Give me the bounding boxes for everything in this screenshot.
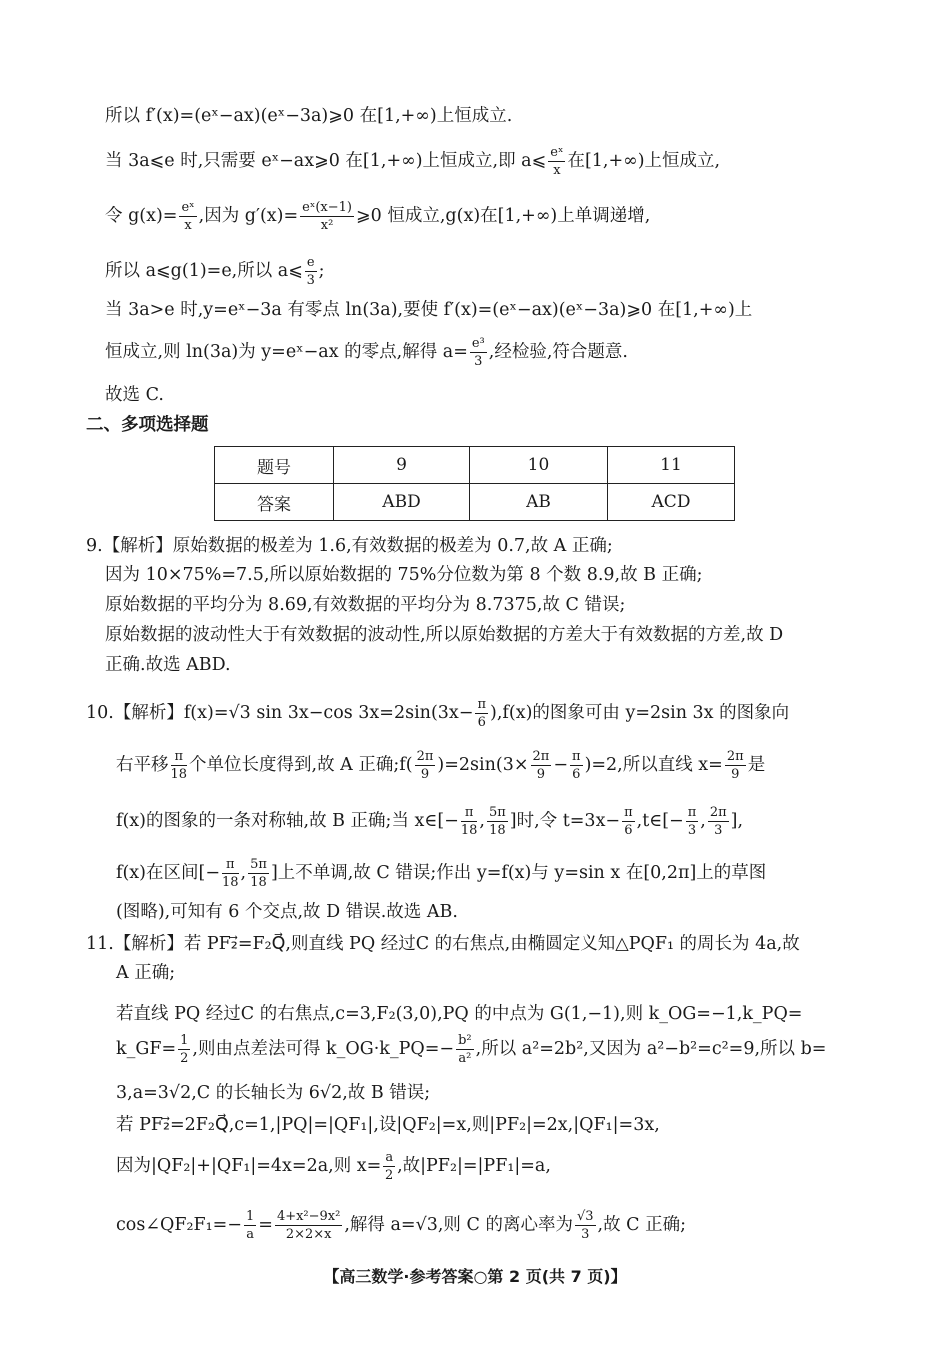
denominator: 6 bbox=[477, 715, 486, 730]
fraction bbox=[470, 337, 487, 368]
text-run: 右平移 bbox=[116, 755, 169, 775]
text-run: 恒成立,则 ln(3a)为 y=eˣ−ax 的零点,解得 a= bbox=[105, 342, 468, 362]
text-run: cos∠QF₂F₁=− bbox=[116, 1215, 242, 1235]
text-run: 10.【解析】f(x)=√3 sin 3x−cos 3x=2sin(3x− bbox=[86, 703, 474, 723]
denominator: 18 bbox=[250, 875, 267, 890]
text-line bbox=[116, 858, 766, 889]
denominator: 18 bbox=[489, 823, 506, 838]
numerator: π bbox=[687, 805, 697, 820]
numerator: √3 bbox=[576, 1209, 594, 1224]
denominator: 18 bbox=[170, 767, 188, 782]
numerator: e³ bbox=[471, 336, 485, 351]
fraction bbox=[415, 750, 436, 781]
denominator: 9 bbox=[731, 767, 740, 782]
denominator: 3 bbox=[687, 823, 697, 838]
text-line bbox=[105, 337, 628, 368]
fraction bbox=[305, 256, 317, 287]
fraction bbox=[475, 698, 488, 729]
table-cell: 10 bbox=[470, 447, 608, 484]
table-cell: 题号 bbox=[215, 447, 334, 484]
text-line: 原始数据的波动性大于有效数据的波动性,所以原始数据的方差大于有效数据的方差,故 D bbox=[105, 625, 784, 645]
table-cell: ABD bbox=[334, 484, 470, 521]
text-run: 在[1,+∞)上恒成立, bbox=[567, 151, 721, 171]
table-cell: 答案 bbox=[215, 484, 334, 521]
denominator: a bbox=[246, 1227, 254, 1242]
numerator: 2π bbox=[532, 749, 550, 764]
denominator: 2 bbox=[385, 1168, 394, 1183]
text-run: )=2sin(3× bbox=[437, 755, 529, 775]
text-run: ,解得 a=√3,则 C 的离心率为 bbox=[344, 1215, 573, 1235]
numerator: 1 bbox=[245, 1209, 255, 1224]
denominator: 3 bbox=[474, 354, 483, 369]
text-run: ),f(x)的图象可由 y=2sin 3x 的图象向 bbox=[490, 703, 790, 723]
fraction bbox=[171, 750, 188, 781]
denominator: x bbox=[184, 218, 192, 233]
fraction bbox=[179, 201, 196, 232]
fraction bbox=[248, 858, 269, 889]
text-run: , bbox=[700, 811, 706, 831]
text-run: f(x)的图象的一条对称轴,故 B 正确;当 x∈[− bbox=[116, 811, 459, 831]
text-line: 9.【解析】原始数据的极差为 1.6,有效数据的极差为 0.7,故 A 正确; bbox=[86, 536, 613, 556]
text-run: , bbox=[479, 811, 485, 831]
numerator: eˣ bbox=[550, 145, 564, 160]
text-line bbox=[105, 146, 720, 177]
fraction bbox=[487, 806, 508, 837]
numerator: 2π bbox=[726, 749, 744, 764]
text-line bbox=[116, 750, 765, 781]
denominator: 9 bbox=[420, 767, 430, 782]
numerator: eˣ(x−1) bbox=[302, 200, 352, 215]
text-line bbox=[116, 1034, 826, 1065]
denominator: x bbox=[553, 163, 561, 178]
numerator: 4+x²−9x² bbox=[276, 1209, 341, 1224]
text-run: , bbox=[240, 863, 247, 883]
text-run: ,经检验,符合题意. bbox=[488, 342, 628, 362]
fraction bbox=[575, 1210, 596, 1241]
denominator: 3 bbox=[581, 1227, 590, 1242]
fraction bbox=[686, 806, 699, 837]
text-line: 11.【解析】若 PF₂⃗=F₂Q⃗,则直线 PQ 经过C 的右焦点,由椭圆定义知△PQF₁ 的周长为 4a,故 bbox=[86, 934, 800, 954]
text-run: ]时,令 t=3x− bbox=[509, 811, 621, 831]
text-run: ,则由点差法可得 k_OG·k_PQ=− bbox=[192, 1039, 455, 1059]
table-row bbox=[215, 447, 735, 484]
text-line bbox=[116, 806, 743, 837]
fraction bbox=[548, 146, 565, 177]
page-footer: 【高三数学·参考答案○第 2 页(共 7 页)】 bbox=[323, 1267, 627, 1286]
text-line: 所以 f′(x)=(eˣ−ax)(eˣ−3a)⩾0 在[1,+∞)上恒成立. bbox=[105, 106, 513, 126]
fraction bbox=[222, 858, 239, 889]
text-run: 因为|QF₂|+|QF₁|=4x=2a,则 x= bbox=[116, 1156, 382, 1176]
section-heading: 二、多项选择题 bbox=[86, 415, 209, 435]
fraction bbox=[622, 806, 635, 837]
text-line bbox=[86, 698, 789, 729]
denominator: 6 bbox=[624, 823, 633, 838]
text-run: 当 3a⩽e 时,只需要 eˣ−ax⩾0 在[1,+∞)上恒成立,即 a⩽ bbox=[105, 151, 547, 171]
text-line bbox=[116, 1151, 551, 1182]
fraction bbox=[725, 750, 746, 781]
text-run: ], bbox=[730, 811, 744, 831]
denominator: 6 bbox=[572, 767, 581, 782]
denominator: 9 bbox=[536, 767, 546, 782]
denominator: 18 bbox=[222, 875, 239, 890]
denominator: 3 bbox=[306, 273, 315, 288]
text-run: ,t∈[− bbox=[636, 811, 684, 831]
table-row bbox=[215, 484, 735, 521]
numerator: e bbox=[306, 255, 315, 270]
numerator: π bbox=[222, 858, 239, 874]
text-run: ,因为 g′(x)= bbox=[198, 206, 299, 226]
text-line: 正确.故选 ABD. bbox=[105, 655, 231, 675]
numerator: a bbox=[385, 1150, 394, 1165]
numerator: 1 bbox=[180, 1033, 189, 1048]
text-run: ,所以 a²=2b²,又因为 a²−b²=c²=9,所以 b= bbox=[475, 1039, 827, 1059]
fraction bbox=[531, 750, 552, 781]
denominator: 3 bbox=[714, 823, 723, 838]
denominator: x² bbox=[320, 218, 334, 233]
answer-table bbox=[214, 446, 735, 521]
text-line bbox=[105, 201, 650, 232]
text-line: (图略),可知有 6 个交点,故 D 错误.故选 AB. bbox=[116, 902, 458, 922]
text-run: ]上不单调,故 C 错误;作出 y=f(x)与 y=sin x 在[0,2π]上的草图 bbox=[270, 863, 767, 883]
text-run: 个单位长度得到,故 A 正确;f( bbox=[189, 755, 413, 775]
numerator: π bbox=[461, 806, 478, 822]
denominator: a² bbox=[458, 1051, 472, 1066]
denominator: 2×2×x bbox=[285, 1227, 332, 1242]
text-line: 故选 C. bbox=[105, 385, 164, 405]
text-line: 当 3a>e 时,y=eˣ−3a 有零点 ln(3a),要使 f′(x)=(eˣ−ax)(eˣ−3a)⩾0 在[1,+∞)上 bbox=[105, 300, 753, 320]
text-run: ; bbox=[318, 261, 325, 281]
fraction bbox=[461, 806, 478, 837]
table-cell: ACD bbox=[608, 484, 735, 521]
numerator: π bbox=[171, 750, 188, 766]
table-cell: 9 bbox=[334, 447, 470, 484]
fraction bbox=[383, 1151, 395, 1182]
fraction bbox=[300, 201, 354, 232]
numerator: 5π bbox=[250, 857, 267, 872]
fraction bbox=[275, 1210, 342, 1241]
fraction bbox=[570, 750, 583, 781]
text-run: − bbox=[553, 755, 569, 775]
text-run: 是 bbox=[747, 755, 766, 775]
text-run: f(x)在区间[− bbox=[116, 863, 220, 883]
numerator: 5π bbox=[488, 805, 506, 820]
numerator: eˣ bbox=[181, 200, 195, 215]
text-run: = bbox=[258, 1215, 273, 1235]
fraction bbox=[456, 1034, 474, 1065]
denominator: 2 bbox=[180, 1051, 189, 1066]
numerator: 2π bbox=[709, 805, 727, 820]
numerator: π bbox=[572, 749, 581, 764]
text-run: 令 g(x)= bbox=[105, 206, 178, 226]
text-line bbox=[105, 256, 325, 287]
fraction bbox=[244, 1210, 256, 1241]
fraction bbox=[708, 806, 729, 837]
text-run: ,故 C 正确; bbox=[597, 1215, 686, 1235]
text-run: ⩾0 恒成立,g(x)在[1,+∞)上单调递增, bbox=[356, 206, 651, 226]
denominator: 18 bbox=[460, 823, 478, 838]
numerator: 2π bbox=[416, 749, 434, 764]
text-line bbox=[116, 1210, 686, 1241]
text-run: 所以 a⩽g(1)=e,所以 a⩽ bbox=[105, 261, 303, 281]
text-line: 因为 10×75%=7.5,所以原始数据的 75%分位数为第 8 个数 8.9,故 B 正确; bbox=[105, 565, 703, 585]
text-run: ,故|PF₂|=|PF₁|=a, bbox=[397, 1156, 551, 1176]
numerator: b² bbox=[458, 1033, 472, 1048]
text-run: )=2,所以直线 x= bbox=[584, 755, 723, 775]
text-line: 若 PF₂⃗=2F₂Q⃗,c=1,|PQ|=|QF₁|,设|QF₂|=x,则|PF₂|=2x,|QF₁|=3x, bbox=[116, 1115, 660, 1135]
numerator: π bbox=[477, 697, 486, 712]
text-line: 3,a=3√2,C 的长轴长为 6√2,故 B 错误; bbox=[116, 1083, 431, 1103]
table-cell: 11 bbox=[608, 447, 735, 484]
text-line: A 正确; bbox=[116, 963, 176, 983]
numerator: π bbox=[624, 805, 633, 820]
table-cell: AB bbox=[470, 484, 608, 521]
text-run: k_GF= bbox=[116, 1039, 177, 1059]
text-line: 原始数据的平均分为 8.69,有效数据的平均分为 8.7375,故 C 错误; bbox=[105, 595, 626, 615]
text-line: 若直线 PQ 经过C 的右焦点,c=3,F₂(3,0),PQ 的中点为 G(1,−1),则 k_OG=−1,k_PQ= bbox=[116, 1004, 803, 1024]
fraction bbox=[178, 1034, 190, 1065]
